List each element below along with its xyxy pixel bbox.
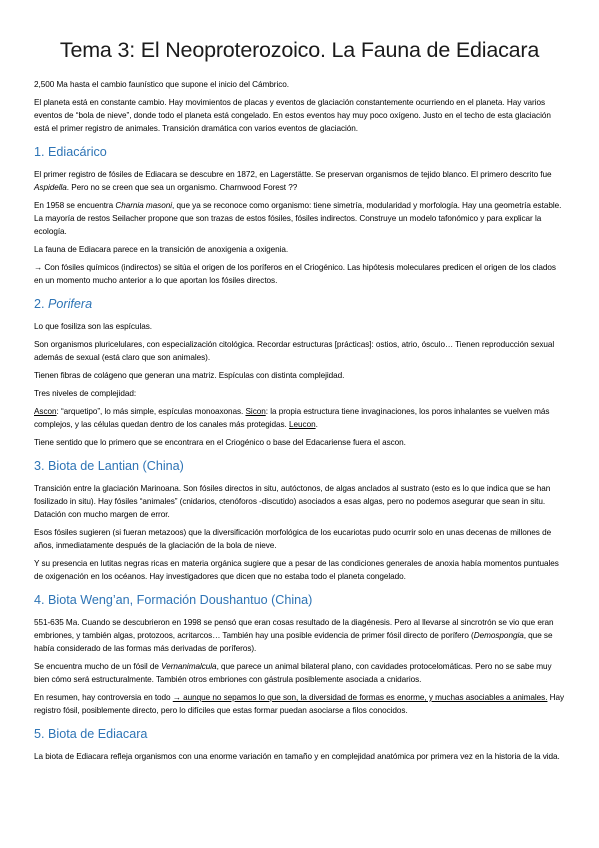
wengan-paragraph-1 — [34, 616, 565, 655]
intro-paragraph-2: El planeta está en constante cambio. Hay movimientos de placas y eventos de glaciación constantemente ocurriendo en el planeta. Hay varios eventos de “bola de nieve”, donde todo el planeta está congelado. En estos eventos hay muy poco oxígeno. Justo en el techo de esta glaciación está el primer registro de animales. Transición dramática con varios eventos de glaciación. — [34, 98, 551, 133]
text-run: El primer registro de fósiles de Ediacara se descubre en 1872, en Lagerstätte. Se preservan organismos de tejido blanco. El primero descrito fue — [34, 170, 552, 179]
wengan-paragraph-2 — [34, 660, 565, 686]
intro-paragraph-1: 2,500 Ma hasta el cambio faunístico que supone el inicio del Cámbrico. — [34, 80, 290, 89]
text-run: En resumen, hay controversia en todo — [34, 693, 173, 702]
taxon-name: Vernanimalcula — [161, 662, 217, 671]
text-run: , que parece un animal bilateral plano, con cavidades protocelomáticas. Pero no se sabe muy bien cómo será estructuralmente. También otros embriones con gástrula posiblemente asociada a cnidarios. — [34, 662, 552, 684]
ediacarico-paragraph-4: → Con fósiles químicos (indirectos) se sitúa el origen de los poríferos en el Criogénico. Las hipótesis moleculares predicen el origen de los clados en un momento mucho anterior a lo que aportan los fósiles directos. — [34, 263, 556, 285]
porifera-paragraph-2: Son organismos pluricelulares, con especialización citológica. Recordar estructuras [prácticas]: ostios, atrio, ósculo… Tienen reproducción sexual además de sexual (está claro que son animales). — [34, 340, 555, 362]
text-run: 551-635 Ma. Cuando se descubrieron en 1998 se pensó que eran cosas resultado de la diagénesis. Pero al llevarse al sincrotrón se vio que eran embriones, y también algas, protozoos, acritarcos… También hay una posible evidencia de primer fósil directo de porífero ( — [34, 618, 554, 640]
text-run: Se encuentra mucho de un fósil de — [34, 662, 162, 671]
taxon-name: Charnia masoni — [115, 201, 172, 210]
ediacarico-paragraph-1 — [34, 168, 565, 194]
text-run: En 1958 se encuentra — [34, 201, 116, 210]
section-heading-ediacarico: 1. Ediacárico — [34, 145, 107, 159]
wengan-paragraph-3 — [34, 691, 565, 717]
term-leucon: Leucon — [289, 420, 316, 429]
underlined-conclusion: → aunque no sepamos lo que son, la diversidad de formas es enorme, y muchas asociables a animales. — [172, 693, 548, 702]
section-heading-lantian: 3. Biota de Lantian (China) — [34, 459, 184, 473]
text-run: Hay registro fósil, posiblemente directo, pero lo difíciles que estas formar puedan asociarse a filos conocidos. — [34, 693, 565, 715]
ediacarico-paragraph-3: La fauna de Ediacara parece en la transición de anoxigenia a oxigenia. — [34, 245, 289, 254]
text-run: : “arquetipo”, lo más simple, espículas monoaxonas. — [56, 407, 246, 416]
porifera-paragraph-3: Tienen fibras de colágeno que generan una matriz. Espículas con distinta complejidad. — [34, 371, 345, 380]
heading-number: 2. — [34, 297, 49, 311]
porifera-paragraph-6: Tiene sentido que lo primero que se encontrara en el Criogénico o base del Edacariense fuera el ascon. — [34, 438, 406, 447]
ediacarico-paragraph-2 — [34, 199, 565, 238]
text-run: : la propia estructura tiene invaginaciones, los poros inhalantes se vuelven más complejos, y las células quedan dentro de los canales más protegidas. — [34, 407, 550, 429]
porifera-paragraph-5 — [34, 405, 565, 431]
heading-taxon: Porifera — [48, 297, 93, 311]
text-run: . — [315, 420, 318, 429]
page-title: Tema 3: El Neoproterozoico. La Fauna de Ediacara — [59, 38, 540, 62]
section-heading-wengan: 4. Biota Weng’an, Formación Doushantuo (China) — [34, 593, 313, 607]
porifera-paragraph-4: Tres niveles de complejidad: — [34, 389, 137, 398]
lantian-paragraph-2: Esos fósiles sugieren (si fueran metazoos) que la diversificación morfológica de los eucariotas pudo ocurrir solo en unas decenas de millones de años, inmediatamente después de la glaciación de la bola de nieve. — [34, 528, 552, 550]
taxon-name: Aspidella — [34, 183, 67, 192]
porifera-paragraph-1: Lo que fosiliza son las espículas. — [34, 322, 152, 331]
term-ascon: Ascon — [34, 407, 57, 416]
text-run: , que se había considerado de las formas más derivadas de poríferos). — [34, 631, 553, 653]
lantian-paragraph-1: Transición entre la glaciación Marinoana. Son fósiles directos in situ, autóctonos, de algas anclados al sustrato (esto es lo que indica que se han fosilizado in situ). Hay fósiles “animales” (cnidarios, ctenóforos -discutido) asociados a esas algas, pero no podemos asegurar que sean in situ. Datación con mucho margen de error. — [34, 484, 551, 519]
taxon-name: Demospongia — [473, 631, 524, 640]
section-heading-porifera — [34, 296, 565, 312]
biota-ediacara-paragraph-1: La biota de Ediacara refleja organismos con una enorme variación en tamaño y en complejidad anatómica por primera vez en la historia de la vida. — [34, 752, 560, 761]
text-run: , que ya se reconoce como organismo: tiene simetría, modularidad y morfología. Hay una geometría estable. La mayoría de restos Seilacher propone que son trazas de estos fósiles, fósiles indirectos. Construye un modelo tafonómico y para explicar la ecología. — [34, 201, 562, 236]
lantian-paragraph-3: Y su presencia en lutitas negras ricas en materia orgánica sugiere que a pesar de las condiciones generales de anoxia había momentos puntuales de oxigenación en los océanos. Hay investigadores que dicen que no estaba todo el planeta congelado. — [34, 559, 559, 581]
text-run: . Pero no se creen que sea un organismo. Charnwood Forest ?? — [66, 183, 298, 192]
term-sicon: Sicon — [245, 407, 266, 416]
section-heading-biota-ediacara: 5. Biota de Ediacara — [34, 727, 148, 741]
